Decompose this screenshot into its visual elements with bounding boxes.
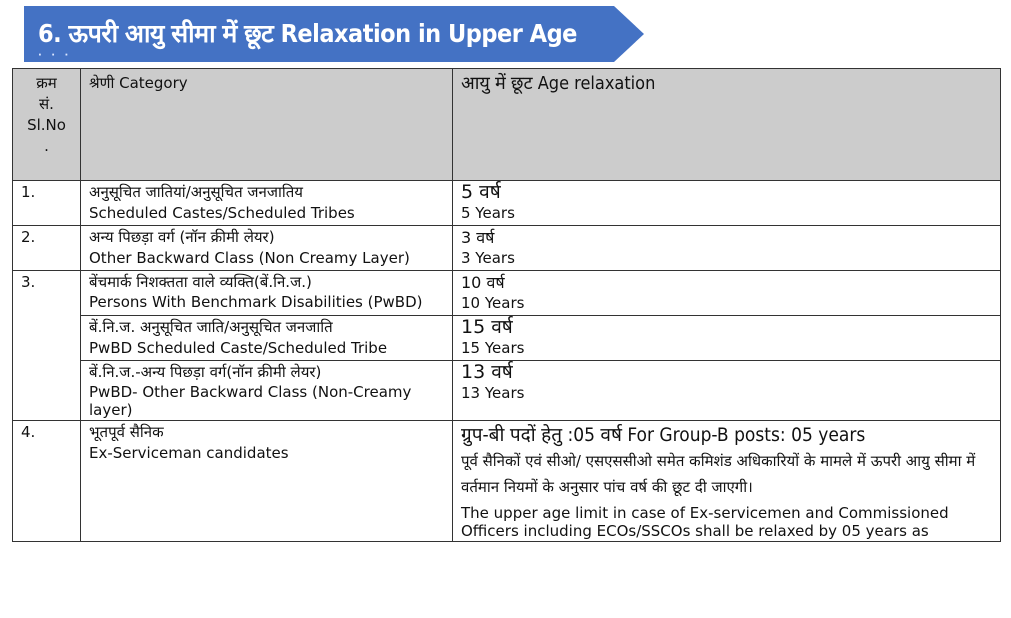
row-age	[453, 316, 1001, 361]
section-banner	[24, 6, 644, 62]
banner-cut-text: · · ·	[38, 50, 72, 61]
row-category	[81, 421, 453, 542]
age-hindi: 15 वर्ष	[461, 316, 513, 338]
category-hindi: अन्य पिछड़ा वर्ग (नॉन क्रीमी लेयर)	[89, 228, 275, 246]
table-row	[13, 271, 1001, 316]
category-hindi: बें.नि.ज. अनुसूचित जाति/अनुसूचित जनजाति	[89, 318, 333, 336]
category-english: Other Backward Class (Non Creamy Layer)	[89, 249, 410, 267]
header-sl-no	[13, 69, 81, 181]
row-age	[453, 181, 1001, 226]
row-category	[81, 226, 453, 271]
category-english: PwBD Scheduled Caste/Scheduled Tribe	[89, 339, 388, 357]
age-english: 10 Years	[461, 294, 525, 312]
row-category	[81, 181, 453, 226]
row-sl: 2.	[13, 226, 81, 271]
table-row	[13, 361, 1001, 421]
age-hindi: 3 वर्ष	[461, 228, 495, 247]
age-hindi: 13 वर्ष	[461, 361, 513, 383]
row-category	[81, 361, 453, 421]
age-english: 3 Years	[461, 249, 515, 267]
age-relaxation-table	[12, 68, 1001, 542]
table-row	[13, 226, 1001, 271]
header-sl-line: क्रम	[36, 74, 57, 92]
age-english: 15 Years	[461, 339, 525, 357]
row-age	[453, 421, 1001, 542]
row-category	[81, 271, 453, 316]
header-category: श्रेणी Category	[81, 69, 453, 181]
row-sl: 4.	[13, 421, 81, 542]
header-sl-line: सं.	[39, 95, 54, 113]
category-hindi: अनुसूचित जातियां/अनुसूचित जनजातिय	[89, 183, 304, 201]
category-hindi: भूतपूर्व सैनिक	[89, 423, 164, 441]
age-english: 5 Years	[461, 204, 515, 222]
category-english: Scheduled Castes/Scheduled Tribes	[89, 204, 355, 222]
table-row	[13, 316, 1001, 361]
row-sl: 3.	[13, 271, 81, 421]
ex-serviceman-note-english: The upper age limit in case of Ex-servicemen and Commissioned Officers including ECOs/SSCOs shall be relaxed by 05 years as	[461, 504, 949, 540]
age-hindi: 10 वर्ष	[461, 273, 505, 292]
age-hindi: 5 वर्ष	[461, 181, 501, 203]
group-b-relaxation: ग्रुप-बी पदों हेतु :05 वर्ष For Group-B posts: 05 years	[461, 424, 866, 446]
row-age	[453, 271, 1001, 316]
category-hindi: बेंचमार्क निशक्तता वाले व्यक्ति(बें.नि.ज.)	[89, 273, 312, 291]
table-row	[13, 181, 1001, 226]
row-sl: 1.	[13, 181, 81, 226]
category-english: Persons With Benchmark Disabilities (PwBD)	[89, 293, 423, 311]
ex-serviceman-note-hindi: पूर्व सैनिकों एवं सीओ/ एसएससीओ समेत कमिशंड अधिकारियों के मामले में ऊपरी आयु सीमा में वर्तमान नियमों के अनुसार पांच वर्ष की छूट दी जाएगी।	[461, 452, 976, 496]
row-age	[453, 361, 1001, 421]
category-english: PwBD- Other Backward Class (Non-Creamy layer)	[89, 383, 412, 419]
age-english: 13 Years	[461, 384, 525, 402]
table-row	[13, 421, 1001, 542]
header-sl-line: Sl.No	[27, 116, 66, 134]
row-category	[81, 316, 453, 361]
row-age	[453, 226, 1001, 271]
table-header-row	[13, 69, 1001, 181]
section-title: 6. ऊपरी आयु सीमा में छूट Relaxation in Upper Age	[38, 19, 577, 48]
category-hindi: बें.नि.ज.-अन्य पिछड़ा वर्ग(नॉन क्रीमी लेयर)	[89, 363, 322, 381]
header-sl-line: .	[44, 137, 49, 155]
header-age-relaxation: आयु में छूट Age relaxation	[453, 69, 1001, 181]
category-english: Ex-Serviceman candidates	[89, 444, 289, 462]
